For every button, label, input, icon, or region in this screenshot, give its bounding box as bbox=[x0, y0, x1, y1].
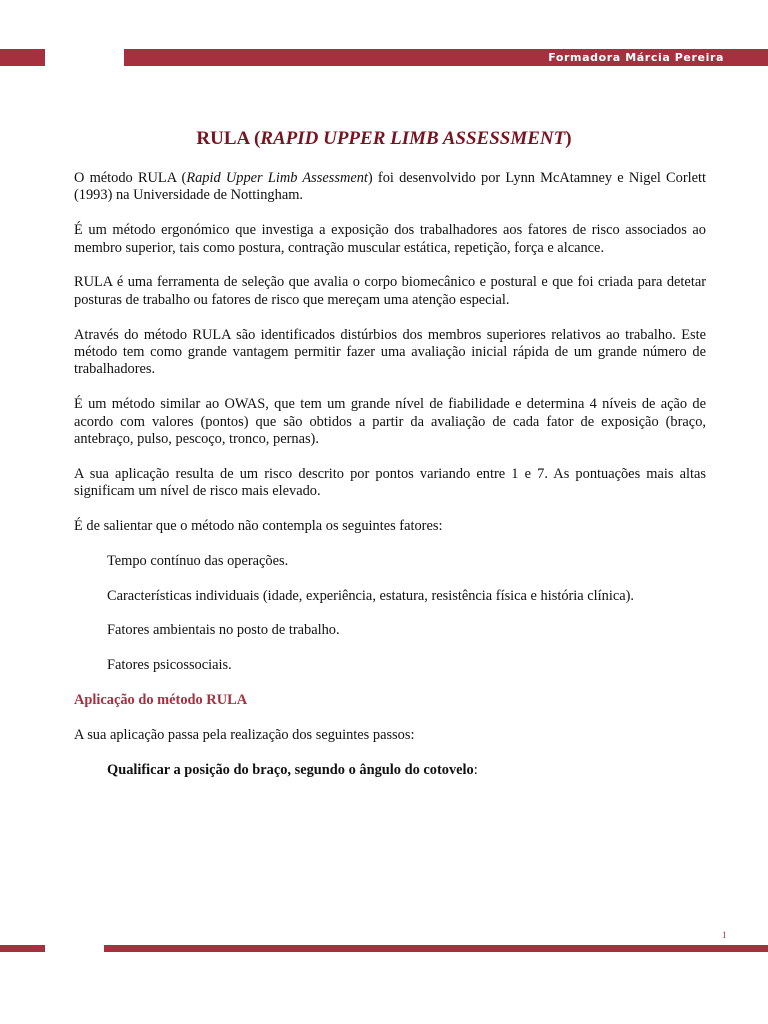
factor-item: Fatores psicossociais. bbox=[107, 657, 232, 674]
step-1-suffix: : bbox=[473, 761, 478, 778]
section-heading: Aplicação do método RULA bbox=[74, 692, 248, 709]
factor-item: Fatores ambientais no posto de trabalho. bbox=[107, 622, 340, 639]
title-suffix: ) bbox=[565, 128, 572, 149]
paragraph-4: Através do método RULA são identificados distúrbios dos membros superiores relativos ao trabalho. Este método tem como grande vantagem permitir fazer uma avaliação inicial rápida de um grande número de trabalhadores. bbox=[74, 326, 706, 378]
header-bar bbox=[124, 49, 768, 66]
page-number: 1 bbox=[722, 930, 727, 940]
title-prefix: RULA ( bbox=[196, 128, 261, 149]
document-body bbox=[74, 170, 706, 796]
paragraph-2: É um método ergonómico que investiga a exposição dos trabalhadores aos fatores de risco associados ao membro superior, tais como postura, contração muscular estática, repetição, força e alcance. bbox=[74, 222, 706, 256]
step-1 bbox=[74, 762, 706, 779]
document-title bbox=[0, 128, 768, 150]
paragraph-1 bbox=[74, 170, 706, 205]
footer-bar bbox=[104, 945, 768, 952]
factor-item: Tempo contínuo das operações. bbox=[107, 552, 289, 569]
step-1-text: Qualificar a posição do braço, segundo o ângulo do cotovelo bbox=[107, 761, 474, 778]
p1-text-b: ) foi desenvolvido por Lynn McAtamney e Nigel Corlett (1993) na Universidade de Nottingham. bbox=[74, 170, 706, 204]
p1-text-a: O método RULA ( bbox=[74, 170, 187, 186]
paragraph-3: RULA é uma ferramenta de seleção que avalia o corpo biomecânico e postural e que foi criada para detetar posturas de trabalho ou fatores de risco que mereçam uma atenção especial. bbox=[74, 274, 706, 308]
p1-italic: Rapid Upper Limb Assessment bbox=[186, 170, 368, 186]
paragraph-7: É de salientar que o método não contempla os seguintes fatores: bbox=[74, 518, 443, 535]
section-intro: A sua aplicação passa pela realização dos seguintes passos: bbox=[74, 726, 415, 743]
paragraph-5: É um método similar ao OWAS, que tem um grande nível de fiabilidade e determina 4 níveis de ação de acordo com valores (pontos) que são obtidos a partir da avaliação de cada fator de exposição (braço, antebraço, pulso, pescoço, tronco, pernas). bbox=[74, 396, 706, 448]
header-author: Formadora Márcia Pereira bbox=[548, 51, 724, 64]
footer-left-bar bbox=[0, 945, 45, 952]
header-left-bar bbox=[0, 49, 45, 66]
title-italic: RAPID UPPER LIMB ASSESSMENT bbox=[260, 128, 566, 149]
factor-item: Características individuais (idade, experiência, estatura, resistência física e história clínica). bbox=[107, 587, 635, 604]
paragraph-6: A sua aplicação resulta de um risco descrito por pontos variando entre 1 e 7. As pontuações mais altas significam um nível de risco mais elevado. bbox=[74, 465, 706, 500]
